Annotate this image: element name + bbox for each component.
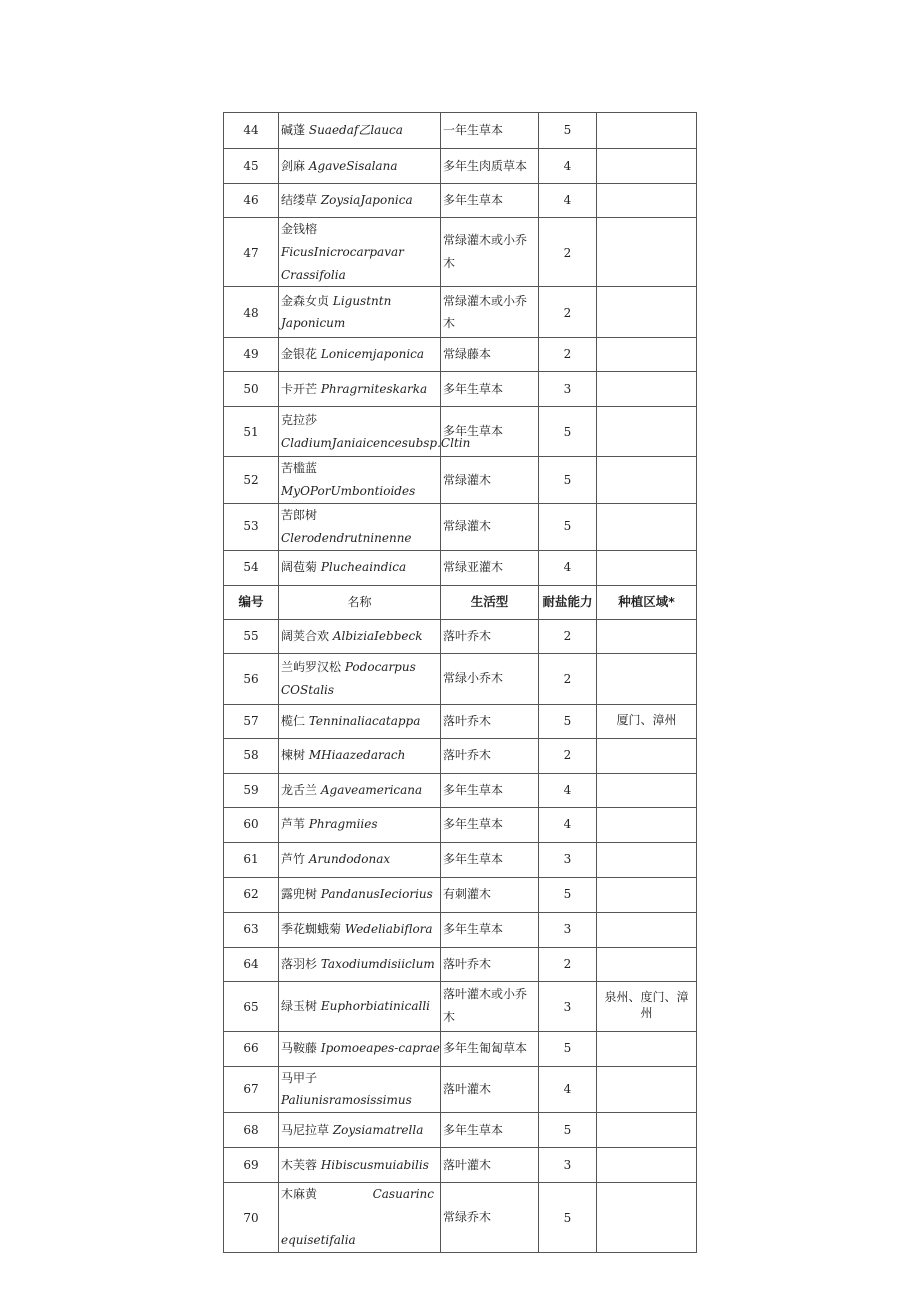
- life-form: 常绿灌木: [441, 457, 539, 504]
- plant-table: [223, 112, 697, 1253]
- plant-name-cn: 落羽杉: [281, 956, 318, 971]
- salt-tolerance: 4: [539, 807, 597, 842]
- plant-name-cn: 碱蓬: [281, 123, 306, 138]
- planting-region: [597, 1066, 697, 1113]
- planting-region: [597, 912, 697, 947]
- plant-name-latin: Wedeliabiflora: [344, 922, 433, 937]
- plant-name: [279, 1183, 441, 1252]
- plant-name-cn: 马尼拉草: [281, 1122, 330, 1137]
- planting-region: [597, 947, 697, 981]
- row-number: 54: [224, 550, 279, 585]
- plant-name: [279, 842, 441, 877]
- planting-region: 泉州、度门、漳州: [597, 981, 697, 1031]
- row-number: 66: [224, 1031, 279, 1066]
- row-number: 67: [224, 1066, 279, 1113]
- planting-region: [597, 149, 697, 184]
- salt-tolerance: 5: [539, 503, 597, 550]
- plant-name-cn: 阔苞菊: [281, 560, 318, 575]
- plant-name-latin-cont: CladiumJaniaicencesubsp.Cltin: [281, 435, 471, 450]
- plant-name: [279, 503, 441, 550]
- plant-name: [279, 457, 441, 504]
- salt-tolerance: 2: [539, 738, 597, 773]
- plant-name-latin: Tenninaliacatappa: [308, 713, 421, 728]
- plant-name: [279, 550, 441, 585]
- row-number: 69: [224, 1148, 279, 1183]
- table-row: [224, 550, 697, 585]
- table-row: [224, 113, 697, 149]
- planting-region: [597, 877, 697, 912]
- plant-name-latin: Lonicemjaponica: [320, 347, 425, 362]
- plant-name: [279, 807, 441, 842]
- plant-name-latin-cont: Crassifolia: [281, 267, 346, 282]
- row-number: 68: [224, 1113, 279, 1148]
- plant-name-cn: 金钱榕: [281, 222, 318, 236]
- plant-name: [279, 773, 441, 807]
- row-number: 47: [224, 218, 279, 287]
- salt-tolerance: 4: [539, 773, 597, 807]
- plant-name-cn: 绿玉树: [281, 998, 318, 1013]
- plant-name-cn: 芦竹: [281, 852, 306, 867]
- row-number: 55: [224, 619, 279, 653]
- planting-region: [597, 372, 697, 407]
- planting-region: [597, 457, 697, 504]
- row-number: 60: [224, 807, 279, 842]
- life-form: 常绿藤本: [441, 338, 539, 372]
- plant-name-cn: 马甲子: [281, 1070, 318, 1085]
- plant-name-latin: Casuarinc: [372, 1187, 434, 1202]
- row-number: 46: [224, 184, 279, 218]
- planting-region: [597, 503, 697, 550]
- plant-name-latin: Ipomoeapes-caprae: [320, 1041, 440, 1056]
- plant-name: [279, 407, 471, 457]
- life-form: 常绿灌木或小乔木: [441, 218, 539, 287]
- row-number: 51: [224, 407, 279, 457]
- table-row: [224, 1148, 697, 1183]
- table-row: [224, 1066, 697, 1113]
- plant-name-latin: FicusInicrocarpavar: [281, 244, 404, 259]
- table-row: [224, 149, 697, 184]
- planting-region: [597, 184, 697, 218]
- salt-tolerance: 2: [539, 218, 597, 287]
- plant-name-cn: 剑麻: [281, 158, 306, 173]
- life-form: 多年生草本: [441, 407, 539, 457]
- plant-name: [279, 372, 441, 407]
- salt-tolerance: 5: [539, 407, 597, 457]
- planting-region: [597, 773, 697, 807]
- plant-name: [279, 218, 441, 287]
- plant-name-latin: Phragrniteskarka: [320, 381, 428, 396]
- salt-tolerance: 4: [539, 1066, 597, 1113]
- row-number: 56: [224, 653, 279, 704]
- plant-name: [279, 877, 441, 912]
- header-life-form: 生活型: [441, 585, 539, 619]
- plant-name: [279, 184, 441, 218]
- planting-region: [597, 842, 697, 877]
- planting-region: [597, 1031, 697, 1066]
- plant-name: [279, 338, 441, 372]
- life-form: 落叶灌木或小乔木: [441, 981, 539, 1031]
- plant-name-line: [281, 1183, 440, 1206]
- life-form: 多年生草本: [441, 372, 539, 407]
- planting-region: [597, 407, 697, 457]
- planting-region: [597, 113, 697, 149]
- plant-name: [279, 981, 441, 1031]
- salt-tolerance: 5: [539, 704, 597, 738]
- salt-tolerance: 2: [539, 338, 597, 372]
- plant-name-cn: 龙舌兰: [281, 782, 318, 797]
- salt-tolerance: 4: [539, 149, 597, 184]
- table-row: [224, 947, 697, 981]
- life-form: 常绿乔木: [441, 1183, 539, 1252]
- plant-name-cn: 苦槛蓝: [281, 461, 318, 476]
- life-form: 常绿灌木: [441, 503, 539, 550]
- plant-name-latin: Clerodendrutninenne: [281, 530, 412, 545]
- life-form: 常绿小乔木: [441, 653, 539, 704]
- plant-name-latin: Ligustntn: [332, 293, 392, 308]
- planting-region: [597, 653, 697, 704]
- row-number: 44: [224, 113, 279, 149]
- table-row: [224, 184, 697, 218]
- table-header-row: [224, 585, 697, 619]
- planting-region: [597, 1113, 697, 1148]
- life-form: 落叶乔木: [441, 619, 539, 653]
- plant-name-latin: Paliunisramosissimus: [281, 1093, 412, 1108]
- plant-name-cn: 露兜树: [281, 887, 318, 902]
- plant-name-latin: Podocarpus: [344, 659, 416, 674]
- salt-tolerance: 5: [539, 113, 597, 149]
- plant-name: [279, 1066, 441, 1113]
- table-row: [224, 372, 697, 407]
- row-number: 49: [224, 338, 279, 372]
- plant-name-cn: 金银花: [281, 347, 318, 362]
- table-row: [224, 218, 697, 287]
- table-row: [224, 807, 697, 842]
- salt-tolerance: 2: [539, 619, 597, 653]
- life-form: 落叶乔木: [441, 738, 539, 773]
- row-number: 59: [224, 773, 279, 807]
- plant-name-latin: MyOPorUmbontioides: [281, 484, 416, 499]
- table-row: [224, 287, 697, 338]
- planting-region: [597, 287, 697, 338]
- table-row: [224, 653, 697, 704]
- life-form: 落叶乔木: [441, 704, 539, 738]
- salt-tolerance: 5: [539, 1113, 597, 1148]
- plant-name-latin: Suaedaf乙lauca: [308, 123, 403, 138]
- plant-name-cn: 卡开芒: [281, 381, 318, 396]
- plant-name-latin: Arundodonax: [308, 852, 391, 867]
- plant-name-latin: Agaveamericana: [320, 782, 423, 797]
- plant-name-cn: 结缕草: [281, 193, 318, 208]
- life-form: 有刺灌木: [441, 877, 539, 912]
- life-form: 多年生草本: [441, 773, 539, 807]
- plant-name-cn: 马鞍藤: [281, 1041, 318, 1056]
- table-row: [224, 981, 697, 1031]
- plant-name-cn: 芦苇: [281, 817, 306, 832]
- plant-name: [279, 149, 441, 184]
- row-number: 70: [224, 1183, 279, 1252]
- planting-region: [597, 1183, 697, 1252]
- life-form: 多年生草本: [441, 1113, 539, 1148]
- life-form: 落叶乔木: [441, 947, 539, 981]
- plant-name-latin: PandanusIeciorius: [320, 887, 433, 902]
- life-form: 常绿亚灌木: [441, 550, 539, 585]
- table-row: [224, 407, 697, 457]
- plant-name: [279, 947, 441, 981]
- header-planting-region: 种植区域*: [597, 585, 697, 619]
- planting-region: [597, 619, 697, 653]
- salt-tolerance: 3: [539, 372, 597, 407]
- table-row: [224, 1113, 697, 1148]
- plant-name: [279, 1113, 441, 1148]
- table-row: [224, 338, 697, 372]
- plant-name-latin: Plucheaindica: [320, 560, 407, 575]
- header-name: 名称: [279, 585, 441, 619]
- row-number: 61: [224, 842, 279, 877]
- plant-name-latin: Taxodiumdisiiclum: [320, 956, 435, 971]
- table-row: [224, 773, 697, 807]
- row-number: 62: [224, 877, 279, 912]
- row-number: 63: [224, 912, 279, 947]
- plant-name-cn: 木麻黄: [281, 1187, 318, 1202]
- life-form: 落叶灌木: [441, 1148, 539, 1183]
- plant-name-cn: 楝树: [281, 748, 306, 763]
- plant-name-latin-cont: equisetifalia: [281, 1232, 356, 1247]
- plant-name: [279, 704, 441, 738]
- plant-name-latin: AgaveSisalana: [308, 158, 398, 173]
- plant-name-latin: Euphorbiatinicalli: [320, 998, 430, 1013]
- salt-tolerance: 2: [539, 287, 597, 338]
- salt-tolerance: 3: [539, 842, 597, 877]
- plant-name: [279, 1148, 441, 1183]
- salt-tolerance: 2: [539, 947, 597, 981]
- plant-name-cn: 木芙蓉: [281, 1157, 318, 1172]
- header-salt-tolerance: 耐盐能力: [539, 585, 597, 619]
- table-row: [224, 704, 697, 738]
- table-row: [224, 877, 697, 912]
- life-form: 多年生匍匐草本: [441, 1031, 539, 1066]
- table-row: [224, 738, 697, 773]
- plant-name-latin: Zoysiamatrella: [332, 1122, 424, 1137]
- life-form: 多年生肉质草本: [441, 149, 539, 184]
- header-number: 编号: [224, 585, 279, 619]
- planting-region: [597, 738, 697, 773]
- plant-name-latin-cont: COStalis: [281, 682, 335, 697]
- planting-region: [597, 1148, 697, 1183]
- life-form: 常绿灌木或小乔木: [441, 287, 539, 338]
- plant-name-latin: ZoysiaJaponica: [320, 193, 413, 208]
- planting-region: [597, 338, 697, 372]
- salt-tolerance: 3: [539, 1148, 597, 1183]
- row-number: 65: [224, 981, 279, 1031]
- plant-name-cn: 季花蜘蛾菊: [281, 922, 342, 937]
- plant-name-cn: 克拉莎: [281, 413, 318, 428]
- life-form: 多年生草本: [441, 807, 539, 842]
- row-number: 58: [224, 738, 279, 773]
- plant-name-latin: Hibiscusmuiabilis: [320, 1157, 429, 1172]
- salt-tolerance: 5: [539, 1031, 597, 1066]
- plant-table-body: [224, 113, 697, 1253]
- table-row: [224, 1031, 697, 1066]
- planting-region: [597, 550, 697, 585]
- plant-name-latin: Phragmiies: [308, 817, 378, 832]
- plant-name: [279, 653, 441, 704]
- salt-tolerance: 3: [539, 981, 597, 1031]
- plant-name-cn: 阔荚合欢: [281, 628, 330, 643]
- salt-tolerance: 5: [539, 877, 597, 912]
- table-row: [224, 912, 697, 947]
- plant-name-cn: 金森女贞: [281, 293, 330, 308]
- plant-name-latin: AlbiziaIebbeck: [332, 628, 423, 643]
- salt-tolerance: 5: [539, 1183, 597, 1252]
- planting-region: [597, 218, 697, 287]
- life-form: 落叶灌木: [441, 1066, 539, 1113]
- row-number: 48: [224, 287, 279, 338]
- plant-name-cn: 苦郎树: [281, 507, 318, 522]
- plant-name-latin-cont: Japonicum: [281, 316, 346, 331]
- life-form: 多年生草本: [441, 842, 539, 877]
- plant-name-latin: MHiaazedarach: [308, 748, 406, 763]
- row-number: 50: [224, 372, 279, 407]
- salt-tolerance: 5: [539, 457, 597, 504]
- salt-tolerance: 4: [539, 550, 597, 585]
- plant-name-cn: 榄仁: [281, 713, 306, 728]
- row-number: 64: [224, 947, 279, 981]
- plant-name-cn: 兰屿罗汉松: [281, 659, 342, 674]
- table-row: [224, 1183, 697, 1252]
- plant-name: [279, 113, 441, 149]
- table-row: [224, 457, 697, 504]
- salt-tolerance: 4: [539, 184, 597, 218]
- life-form: 一年生草本: [441, 113, 539, 149]
- salt-tolerance: 3: [539, 912, 597, 947]
- row-number: 45: [224, 149, 279, 184]
- life-form: 多年生草本: [441, 184, 539, 218]
- life-form: 多年生草本: [441, 912, 539, 947]
- salt-tolerance: 2: [539, 653, 597, 704]
- table-row: [224, 842, 697, 877]
- row-number: 53: [224, 503, 279, 550]
- plant-name: [279, 738, 441, 773]
- plant-name: [279, 912, 441, 947]
- planting-region: 厦门、漳州: [597, 704, 697, 738]
- row-number: 57: [224, 704, 279, 738]
- row-number: 52: [224, 457, 279, 504]
- plant-name: [279, 1031, 441, 1066]
- plant-name: [279, 619, 441, 653]
- plant-name: [279, 287, 441, 338]
- planting-region: [597, 807, 697, 842]
- table-row: [224, 503, 697, 550]
- table-row: [224, 619, 697, 653]
